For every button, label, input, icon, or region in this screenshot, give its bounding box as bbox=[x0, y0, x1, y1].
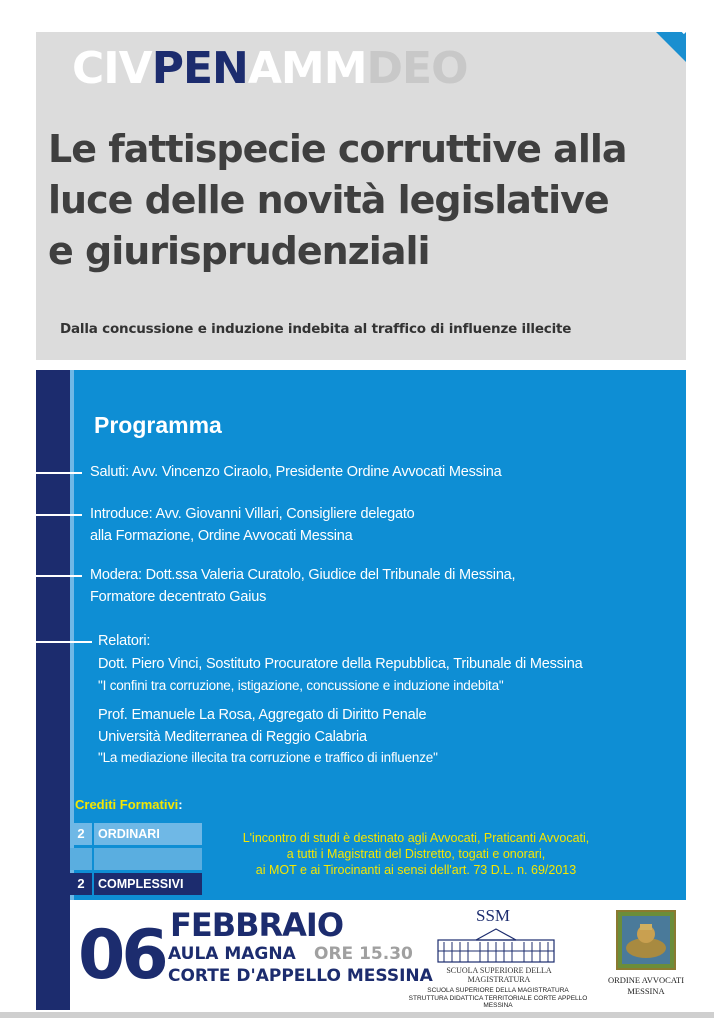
tick-line-saluti bbox=[36, 472, 82, 474]
credits-note-line-1: L'incontro di studi è destinato agli Avvocati, Praticanti Avvocati, bbox=[242, 831, 590, 845]
tick-line-modera bbox=[36, 575, 82, 577]
credits-ordinari-label: ORDINARI bbox=[94, 823, 202, 845]
program-modera-1: Modera: Dott.ssa Valeria Curatolo, Giudice del Tribunale di Messina, bbox=[90, 567, 516, 583]
event-time: ORE 15.30 bbox=[314, 944, 413, 964]
credits-ordinari-number: 2 bbox=[70, 823, 92, 845]
ordine-avvocati-name-line-2: MESSINA bbox=[627, 986, 665, 996]
subtitle: Dalla concussione e induzione indebita al traffico di influenze illecite bbox=[60, 321, 572, 337]
event-venue: AULA MAGNA bbox=[168, 944, 296, 964]
ordine-avvocati-name-line-1: ORDINE AVVOCATI bbox=[607, 975, 685, 985]
bottom-left-stripe bbox=[36, 900, 70, 1010]
brand-part-civ: CIV bbox=[72, 43, 152, 94]
tick-line-introduce bbox=[36, 514, 82, 516]
ordine-avvocati-crest-icon bbox=[616, 910, 676, 970]
event-month: FEBBRAIO bbox=[170, 906, 344, 944]
brand-logo bbox=[72, 44, 467, 94]
brand-part-amm: AMM bbox=[247, 43, 367, 94]
title-line-3: e giurisprudenziali bbox=[48, 229, 430, 273]
event-day: 06 bbox=[78, 916, 165, 995]
credits-label-text: Crediti Formativi bbox=[75, 797, 179, 812]
program-relatore2-name: Prof. Emanuele La Rosa, Aggregato di Diritto Penale bbox=[98, 707, 427, 723]
program-relatore1-name: Dott. Piero Vinci, Sostituto Procuratore della Repubblica, Tribunale di Messina bbox=[98, 656, 583, 672]
brand-part-deo: DEO bbox=[366, 43, 468, 94]
event-place: CORTE D'APPELLO MESSINA bbox=[168, 966, 433, 986]
credits-row-ordinari bbox=[70, 823, 202, 845]
left-stripe-light bbox=[70, 370, 74, 900]
credits-empty-number bbox=[70, 848, 92, 870]
ssm-caption: SCUOLA SUPERIORE DELLA MAGISTRATURA bbox=[446, 966, 552, 984]
program-saluti: Saluti: Avv. Vincenzo Ciraolo, Presidente Ordine Avvocati Messina bbox=[90, 464, 502, 480]
program-relatore1-topic: "I confini tra corruzione, istigazione, concussione e induzione indebita" bbox=[98, 678, 504, 693]
program-modera-2: Formatore decentrato Gaius bbox=[90, 589, 267, 605]
program-relatore2-affiliation: Università Mediterranea di Reggio Calabria bbox=[98, 729, 367, 745]
bottom-border bbox=[0, 1012, 714, 1018]
credits-note bbox=[226, 830, 606, 878]
credits-complessivi-number: 2 bbox=[70, 873, 92, 895]
credits-row-complessivi bbox=[70, 873, 202, 895]
credits-empty-label bbox=[94, 848, 202, 870]
program-introduce-1: Introduce: Avv. Giovanni Villari, Consigliere delegato bbox=[90, 506, 415, 522]
credits-label-colon: : bbox=[178, 797, 183, 812]
title-line-1: Le fattispecie corruttive alla bbox=[48, 127, 627, 171]
page-title bbox=[48, 124, 688, 277]
program-relatori-label: Relatori: bbox=[98, 633, 151, 649]
ssm-logo-mark: SSM bbox=[476, 906, 511, 925]
credits-note-line-3: ai MOT e ai Tirocinanti ai sensi dell'art. 73 D.L. n. 69/2013 bbox=[255, 863, 577, 877]
brand-part-pen: PEN bbox=[151, 43, 248, 94]
tick-line-relatori bbox=[36, 641, 92, 643]
corner-triangle-decoration bbox=[656, 32, 686, 62]
left-stripe-dark bbox=[36, 370, 70, 900]
ssm-building-icon bbox=[436, 926, 556, 964]
credits-note-line-2: a tutti i Magistrati del Distretto, togati e onorari, bbox=[286, 847, 546, 861]
corner-line-decoration bbox=[654, 2, 686, 34]
program-relatore2-topic: "La mediazione illecita tra corruzione e traffico di influenze" bbox=[98, 750, 438, 765]
ssm-small-line-1: SCUOLA SUPERIORE DELLA MAGISTRATURA bbox=[427, 987, 569, 994]
ssm-small-line-2: STRUTTURA DIDATTICA TERRITORIALE CORTE APPELLO MESSINA bbox=[408, 995, 588, 1009]
title-line-2: luce delle novità legislative bbox=[48, 178, 609, 222]
program-title: Programma bbox=[94, 412, 222, 438]
credits-row-empty bbox=[70, 848, 202, 870]
credits-label bbox=[75, 797, 183, 812]
program-introduce-2: alla Formazione, Ordine Avvocati Messina bbox=[90, 528, 353, 544]
credits-complessivi-label: COMPLESSIVI bbox=[94, 873, 202, 895]
